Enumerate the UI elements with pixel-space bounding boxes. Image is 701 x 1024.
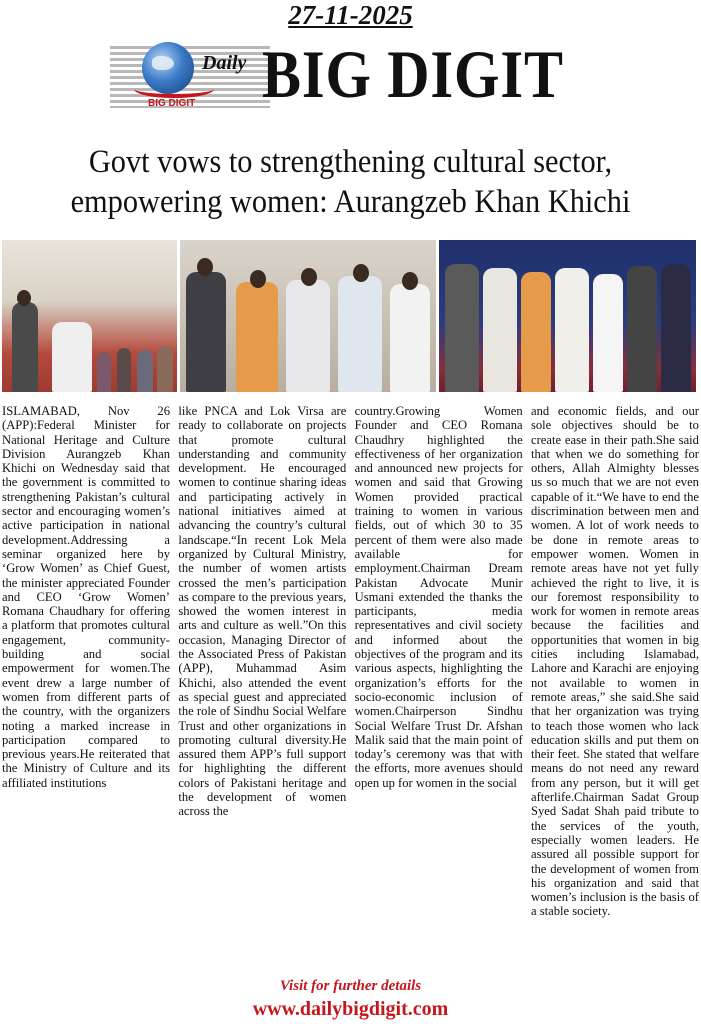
guest-head (353, 264, 369, 282)
masthead (110, 36, 630, 116)
photo-guests-seated (180, 240, 436, 392)
audience-figure (137, 350, 153, 392)
speaker-head (17, 290, 31, 306)
audience-figure (157, 346, 173, 392)
article-column-1: ISLAMABAD, Nov 26 (APP):Federal Minister for National Heritage and Culture Division Aurangzeb Khan Khichi on Wednesday said that the government is committed to strengthening Pakistan’s cultural sector and encouraging women’s active participation in national development.Addressing a seminar organized here by ‘Grow Women’ as Chief Guest, the minister appreciated Founder and CEO ‘Grow Women’ Romana Chaudhary for offering a platform that promotes cultural engagement, community-building and social empowerment for women.The event drew a large number of women from different parts of the country, with the organizers noting a marked increase in participation compared to previous years.He reiterated that the Ministry of Culture and its affiliated institutions (2, 404, 170, 790)
group-figure (483, 268, 517, 392)
guest-figure (338, 276, 382, 392)
group-figure (627, 266, 657, 392)
guest-head (250, 270, 266, 288)
group-figure (445, 264, 479, 392)
issue-date: 27-11-2025 (288, 0, 413, 30)
photo-group-stage (439, 240, 696, 392)
article-column-3: country.Growing Women Founder and CEO Romana Chaudhry highlighted the effectiveness of her organization and announced new projects for women and said that Growing Women provided practical training to women in various fields, out of which 30 to 35 percent of them were also made available for employment.Chairman Dream Pakistan Advocate Munir Usmani extended the thanks the participants, media representatives and civil society and informed about the objectives of the program and its various aspects, highlighting the organization’s efforts for the socio-economic inclusion of women.Chairperson Sindhu Social Welfare Trust Dr. Afshan Malik said that the main point of today’s ceremony was that with the efforts, more avenues should open up for women in the social (354, 404, 523, 790)
masthead-daily-word: Daily (202, 52, 247, 74)
headline: Govt vows to strengthening cultural sector, empowering women: Aurangzeb Khan Khichi (70, 144, 631, 220)
masthead-small-logo-text: BIG DIGIT (148, 98, 196, 109)
photo-speaker-podium (2, 240, 177, 392)
guest-figure (186, 272, 226, 392)
guest-figure (286, 280, 330, 392)
speaker-figure (12, 302, 38, 392)
guest-figure (236, 282, 278, 392)
article-column-4: and economic fields, and our sole objectives should be to create ease in their path.She said that when we do something for others, Allah Almighty blesses us so much that we are not even capable of it.“We have to end the discrimination between men and women. A lot of work needs to be done in remote areas to empower women. Women in remote areas have not yet fully achieved the right to live, it is our foremost responsibility to work for women in remote areas because the facilities and opportunities that women in big cities including Islamabad, Lahore and Karachi are enjoying not available to women in remote areas,” she said.She said that her organization was trying to teach those women who lack education skills and put them on their feet. She stated that welfare means do not need any reward from any person, but it will get afterlife.Chairman Sadat Group Syed Sadat Shah paid tribute to the services of the youth, especially women leaders. He assured all possible support for the development of women from his organization and said that women’s inclusion is the basis of a stable society. (530, 404, 699, 919)
guest-head (402, 272, 418, 290)
group-figure (555, 268, 589, 392)
guest-head (197, 258, 213, 276)
group-figure (661, 264, 691, 392)
guest-head (301, 268, 317, 286)
photo-strip (2, 240, 696, 392)
visit-text: Visit for further details (279, 978, 422, 994)
swoosh-icon (134, 80, 214, 98)
masthead-brand: BIG DIGIT (262, 36, 564, 112)
article-column-2: like PNCA and Lok Virsa are ready to collaborate on projects that promote cultural understanding and community development. He encouraged women to continue sharing ideas and participating actively in national initiatives aimed at advancing the country’s cultural landscape.“In recent Lok Mela organized by Cultural Ministry, the number of women artists crossed the men’s participation as compare to the previous years, showed the women interest in arts and culture as well.”On this occasion, Managing Director of the Associated Press of Pakistan (APP), Muhammad Asim Khichi, also attended the event as special guest and appreciated the role of Sindhu Social Welfare Trust and other organizations in promoting cultural diversity.He assured them APP’s full support for highlighting the different colors of Pakistani heritage and the development of women across the (178, 404, 347, 819)
podium (52, 322, 92, 392)
article-body (2, 404, 699, 976)
website-link[interactable]: www.dailybigdigit.com (252, 998, 449, 1020)
audience-figure (117, 348, 131, 392)
group-figure (521, 272, 551, 392)
guest-figure (390, 284, 430, 392)
group-figure (593, 274, 623, 392)
audience-figure (97, 352, 111, 392)
